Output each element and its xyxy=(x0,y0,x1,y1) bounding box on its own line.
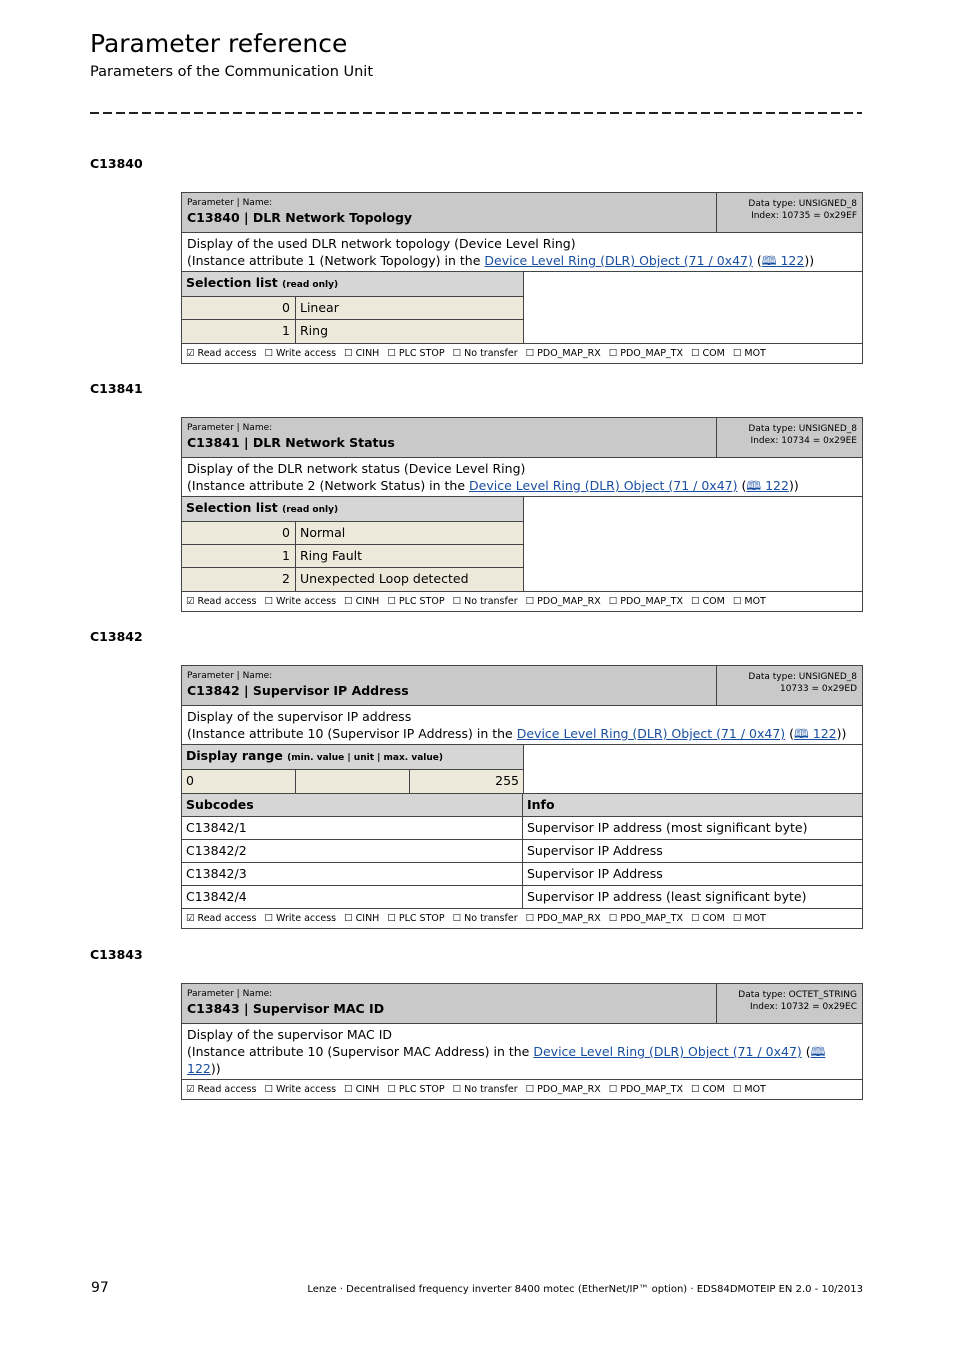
access-flag: ☐ PDO_MAP_RX xyxy=(525,913,601,924)
subcode: C13842/3 xyxy=(182,863,523,885)
access-flag: ☐ PLC STOP xyxy=(387,913,445,924)
subcode-row xyxy=(182,863,862,886)
display-range-area xyxy=(182,745,862,794)
param-header xyxy=(182,193,862,233)
access-flag: ☐ PDO_MAP_RX xyxy=(525,1084,601,1095)
access-flag: ☐ COM xyxy=(691,913,725,924)
subcode: C13842/4 xyxy=(182,886,523,908)
page-ref-link[interactable]: 🕮 122 xyxy=(187,1044,826,1076)
access-flag: ☐ MOT xyxy=(732,913,766,924)
page-ref-link[interactable]: 🕮 122 xyxy=(794,726,837,741)
book-icon: 🕮 xyxy=(794,726,809,741)
subcode: C13842/1 xyxy=(182,817,523,839)
book-icon: 🕮 xyxy=(761,253,777,268)
page-ref-link[interactable]: 🕮 122 xyxy=(761,253,805,268)
param-header xyxy=(182,984,862,1024)
param-name: C13843 | Supervisor MAC ID xyxy=(187,1001,385,1016)
param-name-label: Parameter | Name: xyxy=(187,989,273,999)
access-flag: ☐ PDO_MAP_RX xyxy=(525,596,601,607)
selection-area xyxy=(182,272,862,344)
access-flag: ☑ Read access xyxy=(186,596,257,607)
dashed-divider xyxy=(90,112,862,114)
info-column-header: Info xyxy=(527,797,555,812)
data-type: Data type: OCTET_STRING xyxy=(738,990,857,1000)
param-description xyxy=(182,706,862,745)
param-description xyxy=(182,233,862,272)
subcode-row xyxy=(182,817,862,840)
access-flags xyxy=(182,592,862,611)
param-header xyxy=(182,666,862,706)
param-table-c13842 xyxy=(181,665,863,929)
access-flags xyxy=(182,909,862,928)
description-line: Display of the used DLR network topology (Device Level Ring) xyxy=(187,236,576,251)
page-title: Parameter reference xyxy=(90,29,348,58)
access-flag: ☐ COM xyxy=(691,1084,725,1095)
param-name: C13840 | DLR Network Topology xyxy=(187,210,413,225)
selection-option xyxy=(182,297,523,320)
param-header xyxy=(182,418,862,458)
section-heading-c13843: C13843 xyxy=(90,947,143,962)
access-flag: ☐ PDO_MAP_TX xyxy=(608,913,683,924)
param-index: Index: 10734 = 0x29EE xyxy=(750,436,857,446)
param-table-c13843 xyxy=(181,983,863,1100)
option-value: 1 xyxy=(182,320,296,343)
option-text: Unexpected Loop detected xyxy=(300,571,469,586)
access-flag: ☐ PDO_MAP_TX xyxy=(608,596,683,607)
option-text: Normal xyxy=(300,525,346,540)
access-flag: ☐ PDO_MAP_TX xyxy=(608,1084,683,1095)
access-flag: ☐ No transfer xyxy=(452,348,518,359)
description-line: Display of the supervisor IP address xyxy=(187,709,412,724)
subcode-row xyxy=(182,840,862,863)
param-table-c13841 xyxy=(181,417,863,612)
access-flag: ☑ Read access xyxy=(186,913,257,924)
access-flag: ☐ COM xyxy=(691,596,725,607)
dlr-object-link[interactable]: Device Level Ring (DLR) Object (71 / 0x47) xyxy=(516,726,786,741)
dlr-object-link[interactable]: Device Level Ring (DLR) Object (71 / 0x47) xyxy=(484,253,753,268)
access-flag: ☐ MOT xyxy=(732,348,766,359)
book-icon: 🕮 xyxy=(810,1044,826,1059)
selection-option xyxy=(182,545,523,568)
data-type: Data type: UNSIGNED_8 xyxy=(748,424,857,434)
access-flag: ☐ PLC STOP xyxy=(387,1084,445,1095)
page-subtitle: Parameters of the Communication Unit xyxy=(90,64,374,80)
access-flag: ☐ MOT xyxy=(732,1084,766,1095)
selection-list-header: Selection list (read only) xyxy=(182,272,523,297)
selection-option xyxy=(182,320,523,343)
description-line-link: (Instance attribute 1 (Network Topology) in the Device Level Ring (DLR) Object (71 / 0x47) (🕮 122)) xyxy=(187,253,815,268)
selection-area xyxy=(182,497,862,592)
access-flag: ☐ PDO_MAP_TX xyxy=(608,348,683,359)
section-heading-c13840: C13840 xyxy=(90,156,143,171)
selection-option xyxy=(182,522,523,545)
param-index: Index: 10735 = 0x29EF xyxy=(751,211,857,221)
param-name-label: Parameter | Name: xyxy=(187,423,273,433)
description-line-link: (Instance attribute 10 (Supervisor MAC Address) in the Device Level Ring (DLR) Object (71 / 0x47) (🕮 122)) xyxy=(187,1044,826,1076)
footer-text: Lenze · Decentralised frequency inverter 8400 motec (EtherNet/IP™ option) · EDS84DMOTEIP EN 2.0 - 10/2013 xyxy=(307,1284,863,1295)
subcodes-header xyxy=(182,794,862,817)
description-line-link: (Instance attribute 2 (Network Status) in the Device Level Ring (DLR) Object (71 / 0x47) (🕮 122)) xyxy=(187,478,799,493)
access-flags xyxy=(182,344,862,363)
param-name: C13841 | DLR Network Status xyxy=(187,435,395,450)
param-name-label: Parameter | Name: xyxy=(187,198,273,208)
option-value: 2 xyxy=(182,568,296,591)
access-flag: ☐ PLC STOP xyxy=(387,348,445,359)
range-max: 255 xyxy=(410,770,523,793)
access-flag: ☐ No transfer xyxy=(452,596,518,607)
option-text: Ring xyxy=(300,323,329,338)
selection-list-header: Selection list (read only) xyxy=(182,497,523,522)
data-type: Data type: UNSIGNED_8 xyxy=(748,672,857,682)
access-flag: ☐ PDO_MAP_RX xyxy=(525,348,601,359)
option-value: 0 xyxy=(182,522,296,544)
access-flag: ☐ Write access xyxy=(264,1084,337,1095)
dlr-object-link[interactable]: Device Level Ring (DLR) Object (71 / 0x47) xyxy=(533,1044,802,1059)
access-flag: ☑ Read access xyxy=(186,348,257,359)
section-heading-c13842: C13842 xyxy=(90,629,143,644)
access-flag: ☐ Write access xyxy=(264,913,337,924)
access-flag: ☐ CINH xyxy=(344,1084,380,1095)
access-flag: ☐ No transfer xyxy=(452,1084,518,1095)
param-index: 10733 = 0x29ED xyxy=(779,684,857,694)
page-ref-link[interactable]: 🕮 122 xyxy=(746,478,789,493)
option-text: Ring Fault xyxy=(300,548,362,563)
display-range-row xyxy=(182,770,523,793)
access-flag: ☐ Write access xyxy=(264,596,337,607)
selection-option xyxy=(182,568,523,591)
param-description xyxy=(182,1024,862,1080)
description-line-link: (Instance attribute 10 (Supervisor IP Address) in the Device Level Ring (DLR) Object (71 / 0x47) (🕮 122)) xyxy=(187,726,847,741)
subcode-info: Supervisor IP address (most significant byte) xyxy=(527,820,808,835)
param-table-c13840 xyxy=(181,192,863,364)
option-text: Linear xyxy=(300,300,339,315)
param-description xyxy=(182,458,862,497)
access-flag: ☐ CINH xyxy=(344,596,380,607)
access-flag: ☐ CINH xyxy=(344,348,380,359)
access-flag: ☐ MOT xyxy=(732,596,766,607)
access-flag: ☐ Write access xyxy=(264,348,337,359)
access-flag: ☐ PLC STOP xyxy=(387,596,445,607)
access-flags xyxy=(182,1080,862,1099)
page-number: 97 xyxy=(91,1280,109,1296)
section-heading-c13841: C13841 xyxy=(90,381,143,396)
description-line: Display of the DLR network status (Device Level Ring) xyxy=(187,461,526,476)
access-flag: ☑ Read access xyxy=(186,1084,257,1095)
subcode-info: Supervisor IP Address xyxy=(527,866,663,881)
range-unit xyxy=(296,770,410,793)
subcode-row xyxy=(182,886,862,909)
access-flag: ☐ CINH xyxy=(344,913,380,924)
dlr-object-link[interactable]: Device Level Ring (DLR) Object (71 / 0x47) xyxy=(469,478,738,493)
option-value: 1 xyxy=(182,545,296,567)
subcode-info: Supervisor IP address (least significant byte) xyxy=(527,889,807,904)
subcode: C13842/2 xyxy=(182,840,523,862)
data-type: Data type: UNSIGNED_8 xyxy=(748,199,857,209)
range-min: 0 xyxy=(182,770,296,793)
display-range-header: Display range (min. value | unit | max. value) xyxy=(182,745,523,770)
param-index: Index: 10732 = 0x29EC xyxy=(749,1002,857,1012)
param-name: C13842 | Supervisor IP Address xyxy=(187,683,409,698)
subcodes-column-header: Subcodes xyxy=(182,794,523,816)
subcode-info: Supervisor IP Address xyxy=(527,843,663,858)
book-icon: 🕮 xyxy=(746,478,762,493)
access-flag: ☐ No transfer xyxy=(452,913,518,924)
option-value: 0 xyxy=(182,297,296,319)
description-line: Display of the supervisor MAC ID xyxy=(187,1027,393,1042)
access-flag: ☐ COM xyxy=(691,348,725,359)
param-name-label: Parameter | Name: xyxy=(187,671,273,681)
